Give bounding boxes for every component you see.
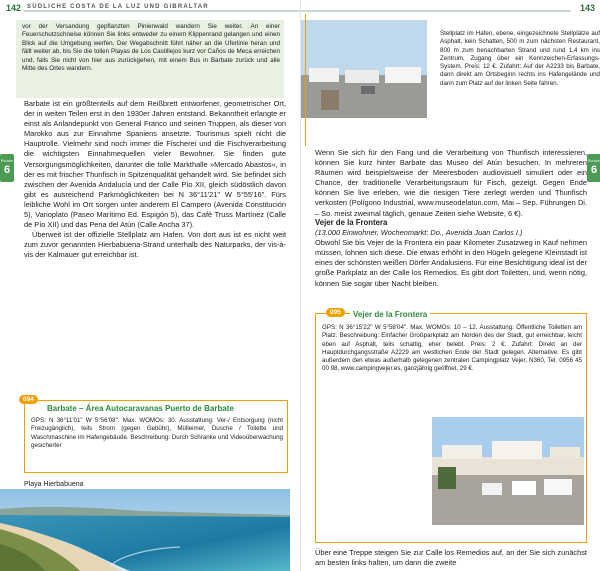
route-tab-number: 6 xyxy=(590,164,598,176)
stellplatz-number: 094 xyxy=(19,395,38,404)
stellplatz-number: 095 xyxy=(326,308,345,317)
beach-photo xyxy=(0,489,290,571)
route-tab-label: Route xyxy=(587,158,600,163)
barbate-paragraph-1: Barbate ist ein größtenteils auf dem Reißbrett entworfener, geometrischer Ort, der in weiten Teilen erst in den 1930er Jahren entstand. Bekanntheit erlangte er einst als Anlandepunkt von General Franco und seinen Truppen, als dieser von Marokko aus zur Einnahme Spaniens ansetzte. Tourismus spielt nicht die Hauptrolle. Vielmehr sind noch immer die Fischerei und die Fischverarbeitung die wichtigsten Einnahmequellen vieler Bewohner. Sie finden gute Versorgungsmöglichkeiten, darunter die tolle Markthalle »Mercado Abastos«, in der es mit frischer Thunfisch in Spitzenqualität gehandelt wird. Sie befindet sich zwischen der Avenida Andalucía und der Calle Pío XII, gleich südöstlich davon gibt es ausreichend Parkmöglichkeiten bei N 36°11'21" W 5°55'16". Fürs leibliche Wohl im Ort sorgen unter anderem El Campero (Avenida Constitución 5), Varioplato (Paseo Marítimo Ed. Espigón 5), das Café Truss Martínez (Calle de Pío XII) und das Pena del Atún (Calle Ancha 37). xyxy=(24,99,286,230)
photo-caption: Playa Hierbabuena xyxy=(24,481,84,488)
route-tab xyxy=(0,154,14,182)
museum-paragraph: Wenn Sie sich für den Fang und die Verarbeitung von Thunfisch interessieren, können Sie kurz hinter Barbate das Museo del Atún besuchen. In mehreren Räumen wird beispielsweise der Meeresboden audiovisuell simuliert oder ein Chance, der traditionelle Verarbeitungsraum für Fisch, gezeigt. Gegen Ende können Sie live erleben, wie die riesigen Tiere zerlegt werden und Thunfisch verkosten (Polígono Industrial, www.museodelatun.com, Mai – Sep. Führungen Di. – So. meist zweimal täglich, genaue Zeiten siehe Website, 6 €). xyxy=(315,148,587,218)
right-page xyxy=(300,0,600,571)
route-tab-label: Route xyxy=(0,158,14,163)
stellplatz-094-box xyxy=(23,396,288,473)
vejer-heading: Vejer de la Frontera xyxy=(315,218,388,227)
vejer-section xyxy=(315,218,587,289)
final-paragraph: Über eine Treppe steigen Sie zur Calle los Remedios auf, an der Sie sich zunächst am besten links halten, um dann die zweite xyxy=(315,548,587,568)
stellplatz-title: Barbate – Área Autocaravanas Puerto de Barbate xyxy=(47,404,234,413)
stellplatz-095-box xyxy=(315,309,587,543)
stellplatz-body: GPS: N 36°11'01" W 5°56'08". Max. WOMOs: 30. Ausstattung: Ver-/ Entsorgung (nicht Freizugänglich), teils Strom (gegen Gebühr), Mülleimer, Dusche / Toilette und Waschmaschine im Hafengebäude. Beschreibung: Durch Schranke und Videoüberwachung gesicherter xyxy=(31,417,283,449)
barbate-paragraph-2: Überweit ist der offizielle Stellplatz am Hafen. Von dort aus ist es nicht weit zum zuvor genannten Hierbabuena-Strand unterhalb des Naturparks, der vis-à-vis der Kalmauer gut erreichbar ist. xyxy=(24,230,286,260)
intro-box xyxy=(16,20,284,98)
page-number: 142 xyxy=(6,3,22,13)
page-number: 143 xyxy=(580,3,596,13)
barbate-text xyxy=(24,99,286,261)
route-tab-number: 6 xyxy=(3,164,11,176)
header-rule xyxy=(301,9,600,13)
stellplatz-body: GPS: N 36°15'22" W 5°58'04". Max. WOMOs: 10 – 12. Ausstattung: Öffentliche Toiletten am Platz. Beschreibung: Einfacher Großparkplatz am Norden des der Stadt, gut erreichbar, leicht eben auf Asphalt, teils schattig, eher belebt. Preis: 2 €. Zufahrt: Direkt an der Hauptdurchgangsstraße A2229 am westlichen Ende der Stadt gelegen. Alternative: Es gibt außerdem den etwas außerhalb gelegenen zentralen Campingplatz Vejer, N360, Tel. 0956 45 00 98, www.campingvejer.es, ganzjährig geöffnet, 29 €. xyxy=(322,324,582,373)
stellplatz-094-continued xyxy=(305,14,600,146)
vejer-parking-photo xyxy=(432,417,584,525)
intro-text: vor der Versandung gepflanzten Pinienwald wandern Sie weiter. An einer Feuerschutzschneise können Sie links entweder zu einem Klippenrand gelangen und einen Blick auf die Umgebung werfen. Der Wegabschnitt führt näher an die Uferlinie heran und fällt weiter ab, bis Sie die tollen Playas de Los Castillejos kurz vor Caños de Meca erreichen und, falls Sie nicht von hier aus zurückgehen, mit einem Bus in Barbate zurück und alle Mitte des Ortes wandern. xyxy=(22,23,280,73)
stellplatz-title: Vejer de la Frontera xyxy=(350,310,430,319)
running-head: SÜDLICHE COSTA DE LA LUZ UND GIBRALTAR xyxy=(27,4,209,10)
vejer-paragraph: Obwohl Sie bis Vejer de la Frontera ein paar Kilometer Zusatzweg in Kauf nehmen müssen, lohnen sich diese. Die etwas erhöht in den Hügeln gelegene Kleinstadt ist eines der schönsten weißen Dörfer Andalusiens. Für eine Besichtigung ideal ist der große Parkplatz an der Calle los Remedios. Es gibt dort Toiletten, und, wenn nötig, können Sie sogar über Nacht bleiben. xyxy=(315,238,587,288)
vejer-info: (13.000 Einwohner, Wochenmarkt: Do., Avenida Juan Carlos I.) xyxy=(315,228,523,238)
route-tab xyxy=(587,154,600,182)
stellplatz-094-continued-text: Stellplatz im Hafen, ebene, eingezeichnete Stellplätze auf Asphalt, kein Schatten, 500 m zum nächsten Restaurant, 800 m zum benachbarten Strand und rund 1,4 km ins Zentrum, Zugang über ein Kennzeichen-Erfassungs-System. Preis: 12 €. Zufahrt: Auf der A2233 bis Barbate, dann direkt am Ortsbeginn rechts ins Hafengelände und dann zum Platz auf der linken Seite fahren. xyxy=(440,30,600,87)
